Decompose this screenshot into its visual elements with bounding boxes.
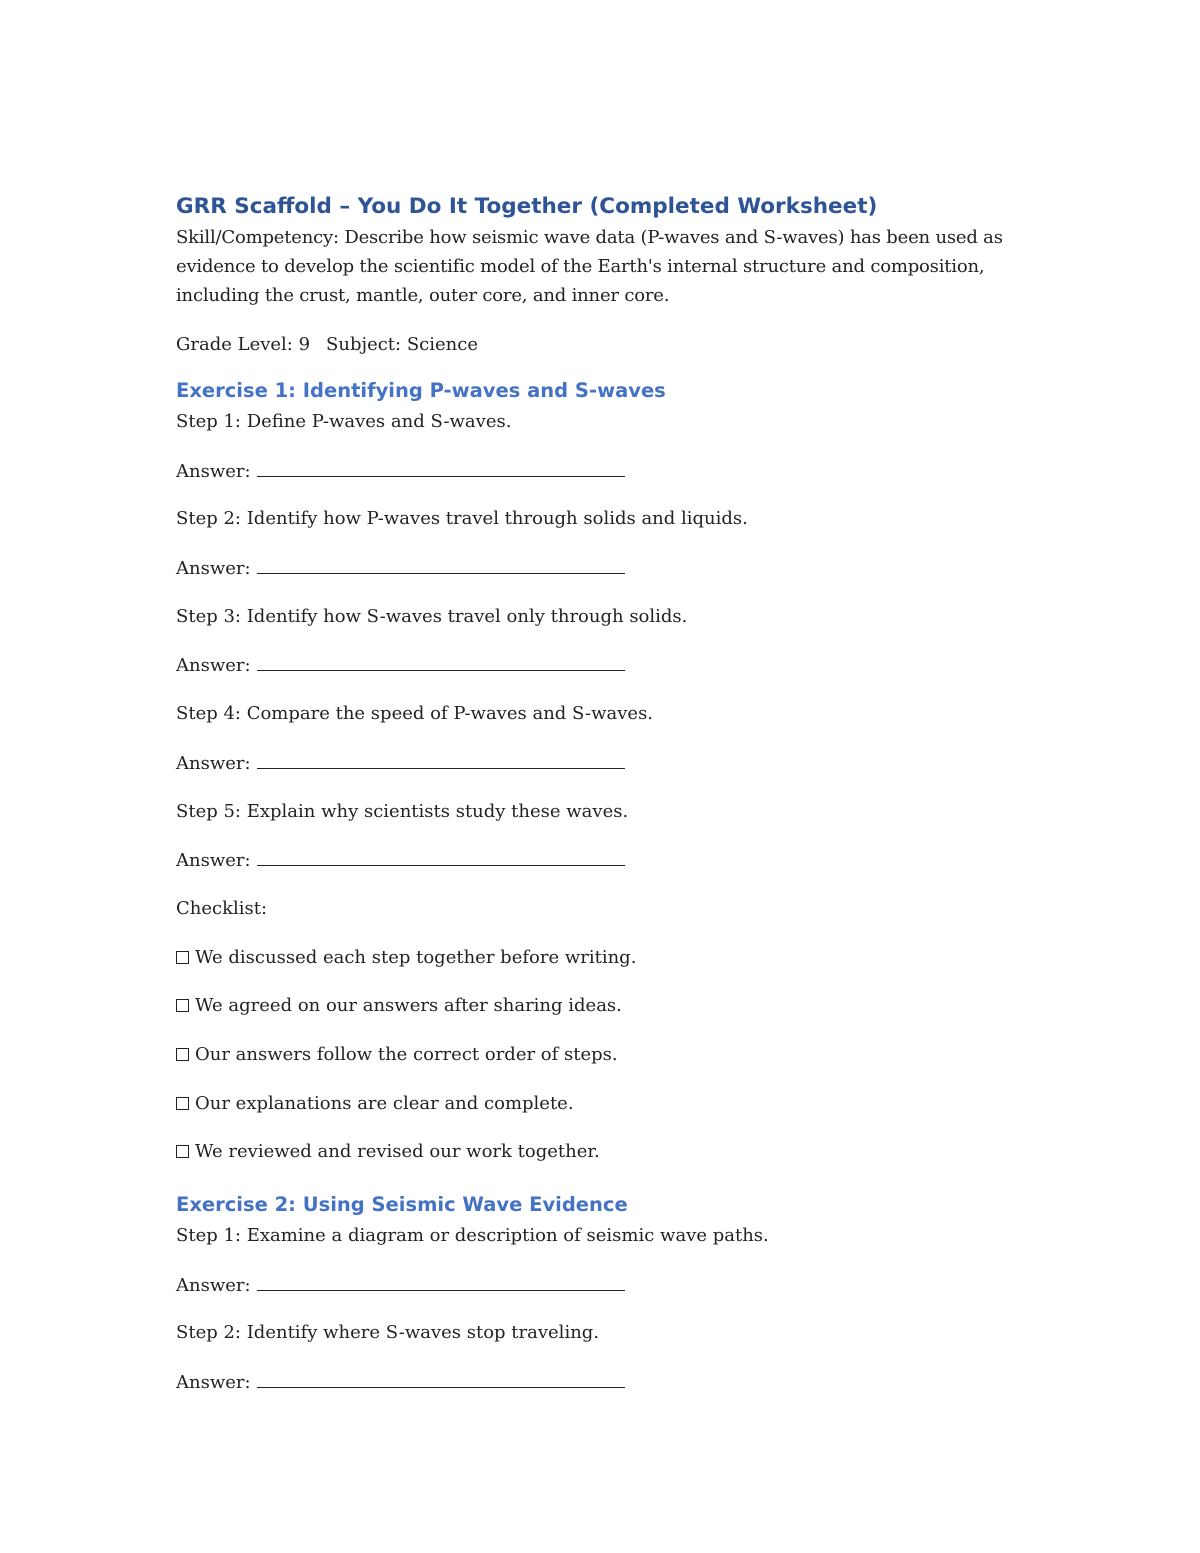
answer-blank[interactable] <box>257 1367 625 1388</box>
skill-competency: Skill/Competency: Describe how seismic wave data (P-waves and S-waves) has been used as evidence to develop the scientific model of the Earth's internal structure and composition, including the crust, mantle, outer core, and inner core. <box>176 227 1003 306</box>
checklist-item <box>176 1089 1026 1138</box>
checkbox-icon[interactable] <box>176 951 189 964</box>
checklist-item <box>176 943 1026 992</box>
answer-line <box>176 845 1026 894</box>
exercise-2-heading: Exercise 2: Using Seismic Wave Evidence <box>176 1193 628 1216</box>
checklist-label: Checklist: <box>176 897 268 919</box>
exercise-1-heading: Exercise 1: Identifying P-waves and S-waves <box>176 379 666 402</box>
checklist-item-text: Our explanations are clear and complete. <box>195 1092 574 1114</box>
step-2: Step 2: Identify how P-waves travel through solids and liquids. <box>176 508 748 530</box>
answer-label: Answer: <box>176 752 251 774</box>
answer-label: Answer: <box>176 655 251 677</box>
worksheet-page <box>176 190 1026 1416</box>
grade-subject-line <box>176 330 1026 359</box>
checklist-item-text: We reviewed and revised our work together. <box>195 1141 600 1163</box>
step-1: Step 1: Examine a diagram or description of seismic wave paths. <box>176 1225 769 1246</box>
answer-line <box>176 1270 1026 1319</box>
answer-blank[interactable] <box>257 845 625 866</box>
answer-line <box>176 456 1026 505</box>
checklist-item-text: We discussed each step together before writing. <box>195 946 637 968</box>
checklist-item <box>176 991 1026 1040</box>
answer-label: Answer: <box>176 460 251 482</box>
step-4: Step 4: Compare the speed of P-waves and S-waves. <box>176 703 654 725</box>
step-3: Step 3: Identify how S-waves travel only through solids. <box>176 605 688 627</box>
worksheet-title: GRR Scaffold – You Do It Together (Completed Worksheet) <box>176 194 878 219</box>
answer-label: Answer: <box>176 558 251 580</box>
answer-blank[interactable] <box>257 650 625 671</box>
step-1: Step 1: Define P-waves and S-waves. <box>176 411 512 432</box>
step-2: Step 2: Identify where S-waves stop traveling. <box>176 1322 600 1344</box>
subject: Subject: Science <box>326 334 478 355</box>
checkbox-icon[interactable] <box>176 1145 189 1158</box>
answer-label: Answer: <box>176 1372 251 1394</box>
answer-line <box>176 748 1026 797</box>
checkbox-icon[interactable] <box>176 999 189 1012</box>
answer-line <box>176 1367 1026 1416</box>
checkbox-icon[interactable] <box>176 1097 189 1110</box>
grade-level: Grade Level: 9 <box>176 334 311 355</box>
answer-blank[interactable] <box>257 748 625 769</box>
step-5: Step 5: Explain why scientists study these waves. <box>176 800 629 822</box>
answer-line <box>176 553 1026 602</box>
checkbox-icon[interactable] <box>176 1048 189 1061</box>
answer-blank[interactable] <box>257 456 625 477</box>
checklist-item <box>176 1040 1026 1089</box>
answer-line <box>176 650 1026 699</box>
checklist-item <box>176 1137 1026 1186</box>
answer-blank[interactable] <box>257 1270 625 1291</box>
checklist-item-text: We agreed on our answers after sharing ideas. <box>195 995 622 1017</box>
checklist-item-text: Our answers follow the correct order of steps. <box>195 1043 618 1065</box>
answer-blank[interactable] <box>257 553 625 574</box>
answer-label: Answer: <box>176 1274 251 1296</box>
answer-label: Answer: <box>176 850 251 872</box>
